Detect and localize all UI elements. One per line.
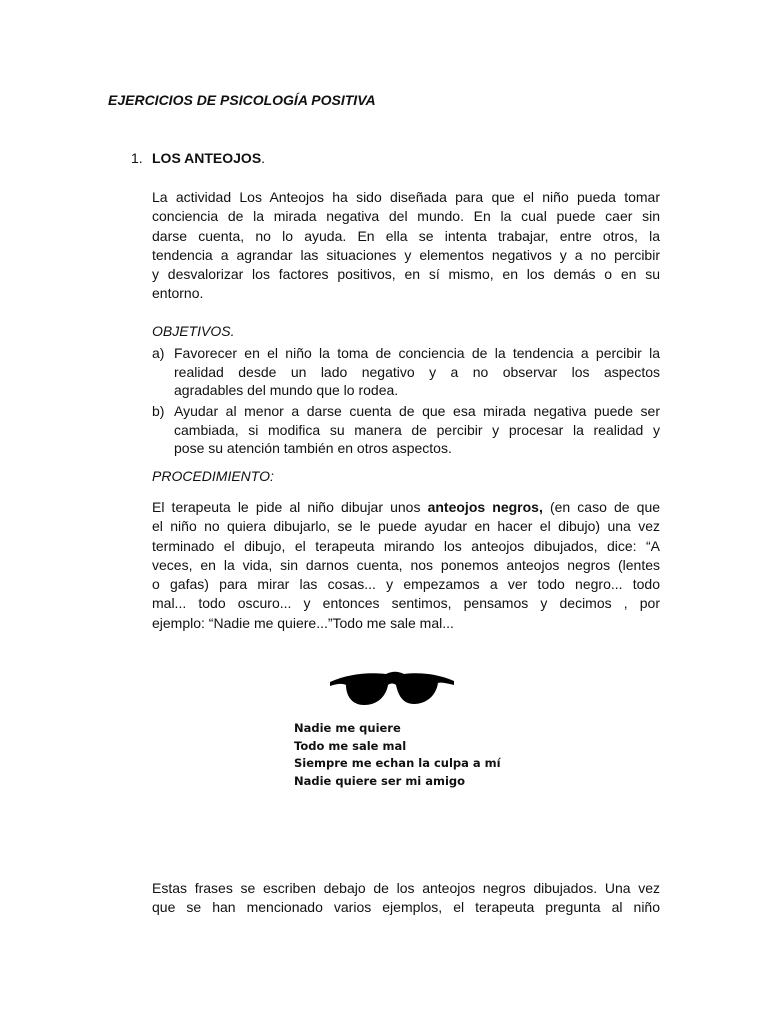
figure-phrase: Nadie quiere ser mi amigo: [294, 773, 466, 788]
intro-line: y desvalorizar los factores positivos, en sí mismo, en los demás o en su: [152, 266, 660, 283]
procedure-paragraph: [152, 498, 660, 633]
objective-item-a: [152, 344, 660, 400]
procedure-line: mal... todo oscuro... y entonces sentimos, pensamos y decimos , por: [152, 595, 660, 612]
procedure-line: veces, en la vida, sin darnos cuenta, nos ponemos anteojos negros (lentes: [152, 556, 660, 573]
intro-paragraph: [152, 188, 660, 304]
section-title-suffix: .: [261, 150, 266, 166]
figure-phrase: Todo me sale mal: [294, 738, 407, 753]
intro-line: darse cuenta, no lo ayuda. En ella se intenta trabajar, entre otros, la: [152, 227, 660, 244]
closing-paragraph: [152, 879, 660, 918]
procedure-line: ejemplo: “Nadie me quiere...”Todo me sale mal...: [152, 614, 454, 631]
objective-line: pose su atención también en otros aspectos.: [174, 440, 452, 456]
procedure-text: (en caso de que: [542, 499, 661, 515]
section-number: 1.: [131, 150, 143, 166]
procedure-label: PROCEDIMIENTO:: [152, 468, 274, 484]
procedure-line: terminado el dibujo, el terapeuta mirando los anteojos dibujados, dice: “A: [152, 537, 660, 554]
objective-line: Ayudar al menor a darse cuenta de que esa mirada negativa puede ser: [174, 403, 660, 419]
section-title: LOS ANTEOJOS: [152, 150, 262, 166]
objective-line: agradables del mundo que lo rodea.: [174, 382, 399, 398]
figure-phrase: Nadie me quiere: [294, 721, 401, 735]
procedure-line: o gafas) para mirar las cosas... y empezamos a ver todo negro... todo: [152, 576, 660, 593]
procedure-line: el niño no quiera dibujarlo, se le puede ayudar en hacer el dibujo) una vez: [152, 518, 660, 535]
document-title: EJERCICIOS DE PSICOLOGÍA POSITIVA: [108, 92, 376, 108]
objective-line: cambiada, si modifica su manera de percibir y procesar la realidad y: [174, 421, 660, 438]
procedure-line: [152, 498, 660, 517]
objectives-label: OBJETIVOS.: [152, 323, 235, 339]
intro-line: La actividad Los Anteojos ha sido diseñada para que el niño pueda tomar: [152, 189, 660, 205]
objective-text: [174, 344, 660, 400]
objective-marker: a): [152, 345, 165, 361]
closing-line: que se han mencionado varios ejemplos, el terapeuta pregunta al niño: [152, 899, 660, 916]
intro-line: entorno.: [152, 285, 204, 302]
objective-line: Favorecer en el niño la toma de conciencia de la tendencia a percibir la: [174, 345, 660, 361]
figure-phrases: [294, 720, 501, 790]
sunglasses-drawing: [328, 652, 456, 712]
objective-line: realidad desde un lado negativo y a no observar los aspectos: [174, 363, 660, 380]
intro-line: conciencia de la mirada negativa del mundo. En la cual puede caer sin: [152, 208, 660, 225]
figure-phrase: Siempre me echan la culpa a mí: [294, 756, 501, 771]
objective-marker: b): [152, 403, 165, 419]
procedure-emphasis: anteojos negros,: [427, 499, 543, 515]
section-heading: [131, 150, 265, 166]
sunglasses-icon: [330, 672, 454, 705]
closing-line: Estas frases se escriben debajo de los anteojos negros dibujados. Una vez: [152, 880, 660, 896]
procedure-text: El terapeuta le pide al niño dibujar unos: [152, 499, 428, 515]
objective-text: [174, 402, 660, 458]
objective-item-b: [152, 402, 660, 458]
intro-line: tendencia a agrandar las situaciones y elementos negativos y a no percibir: [152, 246, 660, 263]
